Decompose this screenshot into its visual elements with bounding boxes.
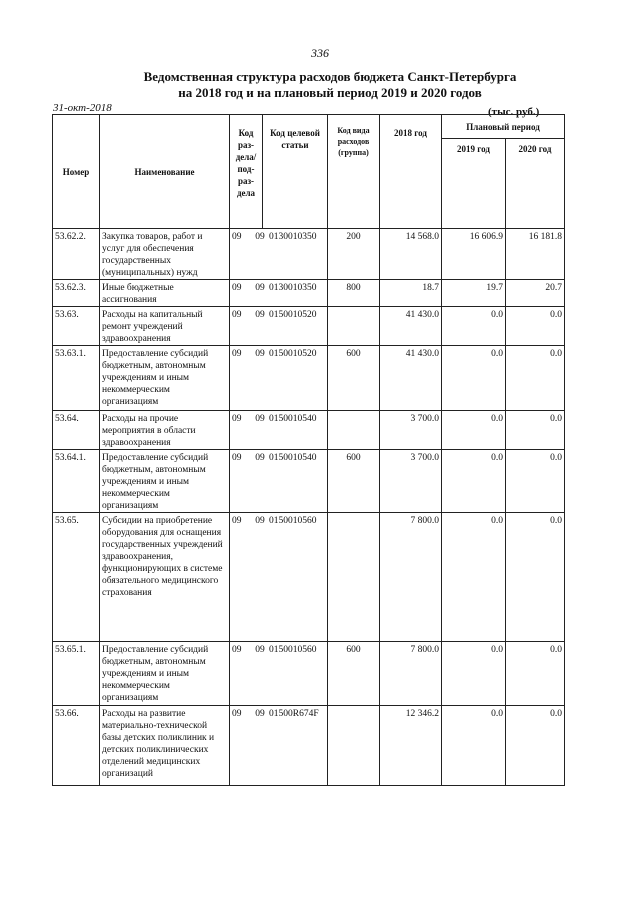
row-target: 0150010560 <box>269 645 317 655</box>
row-2019: 0.0 <box>442 706 506 786</box>
row-2019: 19.7 <box>442 280 506 307</box>
row-2018: 7 800.0 <box>380 513 442 642</box>
row-number: 53.63.1. <box>53 346 100 411</box>
table-row <box>53 642 565 706</box>
row-section: 09 <box>232 453 242 463</box>
row-2020: 0.0 <box>506 450 565 513</box>
row-expense-type <box>328 513 380 642</box>
row-2018: 41 430.0 <box>380 346 442 411</box>
row-2020: 0.0 <box>506 307 565 346</box>
row-number: 53.62.2. <box>53 229 100 280</box>
row-section: 09 <box>232 283 242 293</box>
row-2018: 3 700.0 <box>380 450 442 513</box>
row-expense-type: 200 <box>328 229 380 280</box>
row-subsection: 09 <box>255 349 265 359</box>
row-name: Предоставление субсидий бюджетным, автономным учреждениям и иным некоммерческим организациям <box>100 346 230 411</box>
row-subsection: 09 <box>255 453 265 463</box>
row-2018: 18.7 <box>380 280 442 307</box>
row-2020: 0.0 <box>506 411 565 450</box>
row-number: 53.66. <box>53 706 100 786</box>
row-2019: 0.0 <box>442 450 506 513</box>
title-line-2: на 2018 год и на плановый период 2019 и 2020 годов <box>178 85 482 100</box>
row-expense-type: 600 <box>328 642 380 706</box>
row-subsection: 09 <box>255 645 265 655</box>
row-target: 0130010350 <box>269 283 317 293</box>
row-codes <box>230 229 328 280</box>
row-2019: 0.0 <box>442 307 506 346</box>
row-name: Иные бюджетные ассигнования <box>100 280 230 307</box>
table-row <box>53 450 565 513</box>
budget-table <box>52 114 565 786</box>
header-expense-type: Код вида расходов (группа) <box>328 115 380 229</box>
row-codes <box>230 280 328 307</box>
row-target: 0150010520 <box>269 349 317 359</box>
row-section: 09 <box>232 709 242 719</box>
row-target: 01500R674F <box>269 709 319 719</box>
row-2019: 0.0 <box>442 642 506 706</box>
header-name: Наименование <box>100 115 230 229</box>
row-target: 0150010540 <box>269 414 317 424</box>
table-row <box>53 706 565 786</box>
row-number: 53.65. <box>53 513 100 642</box>
row-subsection: 09 <box>255 414 265 424</box>
row-2019: 0.0 <box>442 346 506 411</box>
row-section: 09 <box>232 414 242 424</box>
row-number: 53.64. <box>53 411 100 450</box>
row-section: 09 <box>232 516 242 526</box>
row-section: 09 <box>232 310 242 320</box>
row-section: 09 <box>232 645 242 655</box>
row-number: 53.64.1. <box>53 450 100 513</box>
row-section: 09 <box>232 349 242 359</box>
row-codes <box>230 411 328 450</box>
row-target: 0150010520 <box>269 310 317 320</box>
row-2019: 0.0 <box>442 513 506 642</box>
row-codes <box>230 706 328 786</box>
table-row <box>53 280 565 307</box>
row-expense-type: 600 <box>328 450 380 513</box>
table-row <box>53 411 565 450</box>
row-name: Предоставление субсидий бюджетным, автономным учреждениям и иным некоммерческим организациям <box>100 450 230 513</box>
row-2018: 14 568.0 <box>380 229 442 280</box>
header-2018: 2018 год <box>380 115 442 229</box>
row-2020: 0.0 <box>506 346 565 411</box>
row-2019: 0.0 <box>442 411 506 450</box>
row-2020: 0.0 <box>506 513 565 642</box>
row-expense-type: 800 <box>328 280 380 307</box>
units-label: (тыс. руб.) <box>488 106 540 118</box>
document-date: 31-окт-2018 <box>53 102 112 114</box>
table-row <box>53 346 565 411</box>
header-2019: 2019 год <box>442 139 506 229</box>
row-2020: 0.0 <box>506 642 565 706</box>
row-2018: 12 346.2 <box>380 706 442 786</box>
table-body <box>53 229 565 786</box>
row-target: 0150010540 <box>269 453 317 463</box>
row-subsection: 09 <box>255 709 265 719</box>
row-number: 53.62.3. <box>53 280 100 307</box>
title-line-1: Ведомственная структура расходов бюджета Санкт-Петербурга <box>143 69 517 84</box>
row-name: Расходы на прочие мероприятия в области здравоохранения <box>100 411 230 450</box>
row-2020: 20.7 <box>506 280 565 307</box>
row-codes <box>230 346 328 411</box>
row-subsection: 09 <box>255 516 265 526</box>
row-2020: 0.0 <box>506 706 565 786</box>
row-codes <box>230 450 328 513</box>
row-subsection: 09 <box>255 232 265 242</box>
row-number: 53.63. <box>53 307 100 346</box>
table-row <box>53 513 565 642</box>
header-section: Код раз-дела/ под-раз-дела <box>230 115 263 229</box>
row-subsection: 09 <box>255 310 265 320</box>
row-2020: 16 181.8 <box>506 229 565 280</box>
page-number: 336 <box>311 46 329 60</box>
row-subsection: 09 <box>255 283 265 293</box>
row-name: Субсидии на приобретение оборудования для оснащения государственных учреждений здравоохранения, функционирующих в системе обязательного медицинского страхования <box>100 513 230 642</box>
row-number: 53.65.1. <box>53 642 100 706</box>
header-2020: 2020 год <box>506 139 565 229</box>
row-expense-type: 600 <box>328 346 380 411</box>
row-2018: 3 700.0 <box>380 411 442 450</box>
header-number: Номер <box>53 115 100 229</box>
row-name: Расходы на развитие материально-технической базы детских поликлиник и детских поликлинических отделений медицинских организаций <box>100 706 230 786</box>
row-codes <box>230 307 328 346</box>
row-section: 09 <box>232 232 242 242</box>
row-codes <box>230 513 328 642</box>
row-2018: 41 430.0 <box>380 307 442 346</box>
row-name: Расходы на капитальный ремонт учреждений здравоохранения <box>100 307 230 346</box>
row-2018: 7 800.0 <box>380 642 442 706</box>
header-planned-period: Плановый период <box>442 115 565 139</box>
table-row <box>53 229 565 280</box>
row-2019: 16 606.9 <box>442 229 506 280</box>
row-name: Закупка товаров, работ и услуг для обеспечения государственных (муниципальных) нужд <box>100 229 230 280</box>
row-target: 0150010560 <box>269 516 317 526</box>
row-target: 0130010350 <box>269 232 317 242</box>
row-name: Предоставление субсидий бюджетным, автономным учреждениям и иным некоммерческим организациям <box>100 642 230 706</box>
document-title <box>40 69 620 101</box>
table-row <box>53 307 565 346</box>
row-codes <box>230 642 328 706</box>
header-target: Код целевой статьи <box>263 115 328 229</box>
